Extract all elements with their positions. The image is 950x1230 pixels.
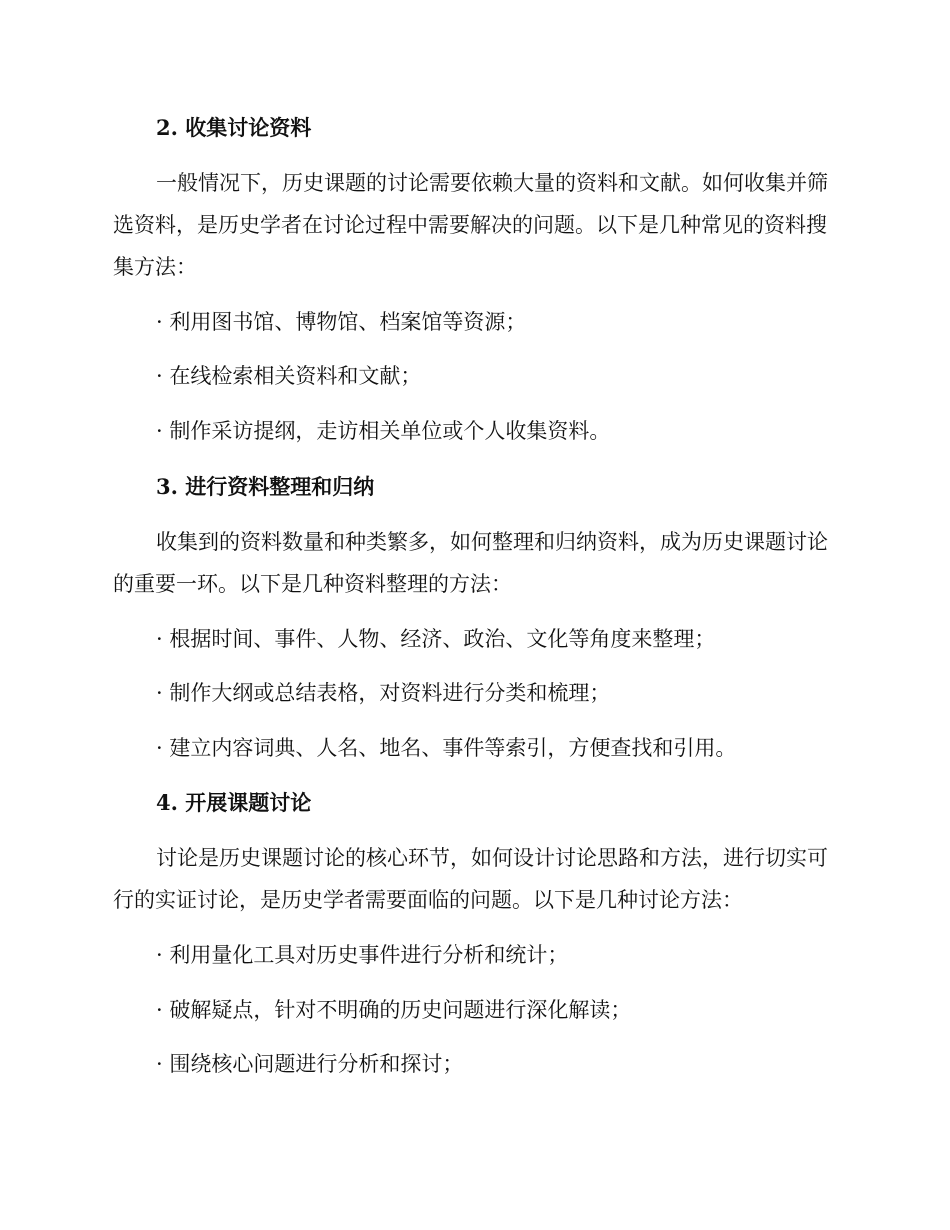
bullet-item: · 破解疑点，针对不明确的历史问题进行深化解读； <box>156 998 632 1022</box>
bullet-item: · 在线检索相关资料和文献； <box>156 364 422 388</box>
bullet-item: · 制作采访提纲，走访相关单位或个人收集资料。 <box>156 419 611 443</box>
bullet-item: · 建立内容词典、人名、地名、事件等索引，方便查找和引用。 <box>156 736 737 760</box>
section-paragraph: 讨论是历史课题讨论的核心环节，如何设计讨论思路和方法，进行切实可行的实证讨论，是历史学者需要面临的问题。以下是几种讨论方法： <box>113 846 828 912</box>
section-heading: 4. 开展课题讨论 <box>156 790 312 815</box>
bullet-item: · 利用量化工具对历史事件进行分析和统计； <box>156 943 569 967</box>
section-heading: 2. 收集讨论资料 <box>156 115 312 140</box>
section-paragraph: 一般情况下，历史课题的讨论需要依赖大量的资料和文献。如何收集并筛选资料，是历史学者在讨论过程中需要解决的问题。以下是几种常见的资料搜集方法： <box>113 171 828 279</box>
bullet-item: · 围绕核心问题进行分析和探讨； <box>156 1052 464 1076</box>
bullet-item: · 根据时间、事件、人物、经济、政治、文化等角度来整理； <box>156 627 716 651</box>
section-paragraph: 收集到的资料数量和种类繁多，如何整理和归纳资料，成为历史课题讨论的重要一环。以下是几种资料整理的方法： <box>113 530 828 596</box>
bullet-item: · 利用图书馆、博物馆、档案馆等资源； <box>156 310 527 334</box>
section-heading: 3. 进行资料整理和归纳 <box>156 474 375 499</box>
bullet-item: · 制作大纲或总结表格，对资料进行分类和梳理； <box>156 681 611 705</box>
